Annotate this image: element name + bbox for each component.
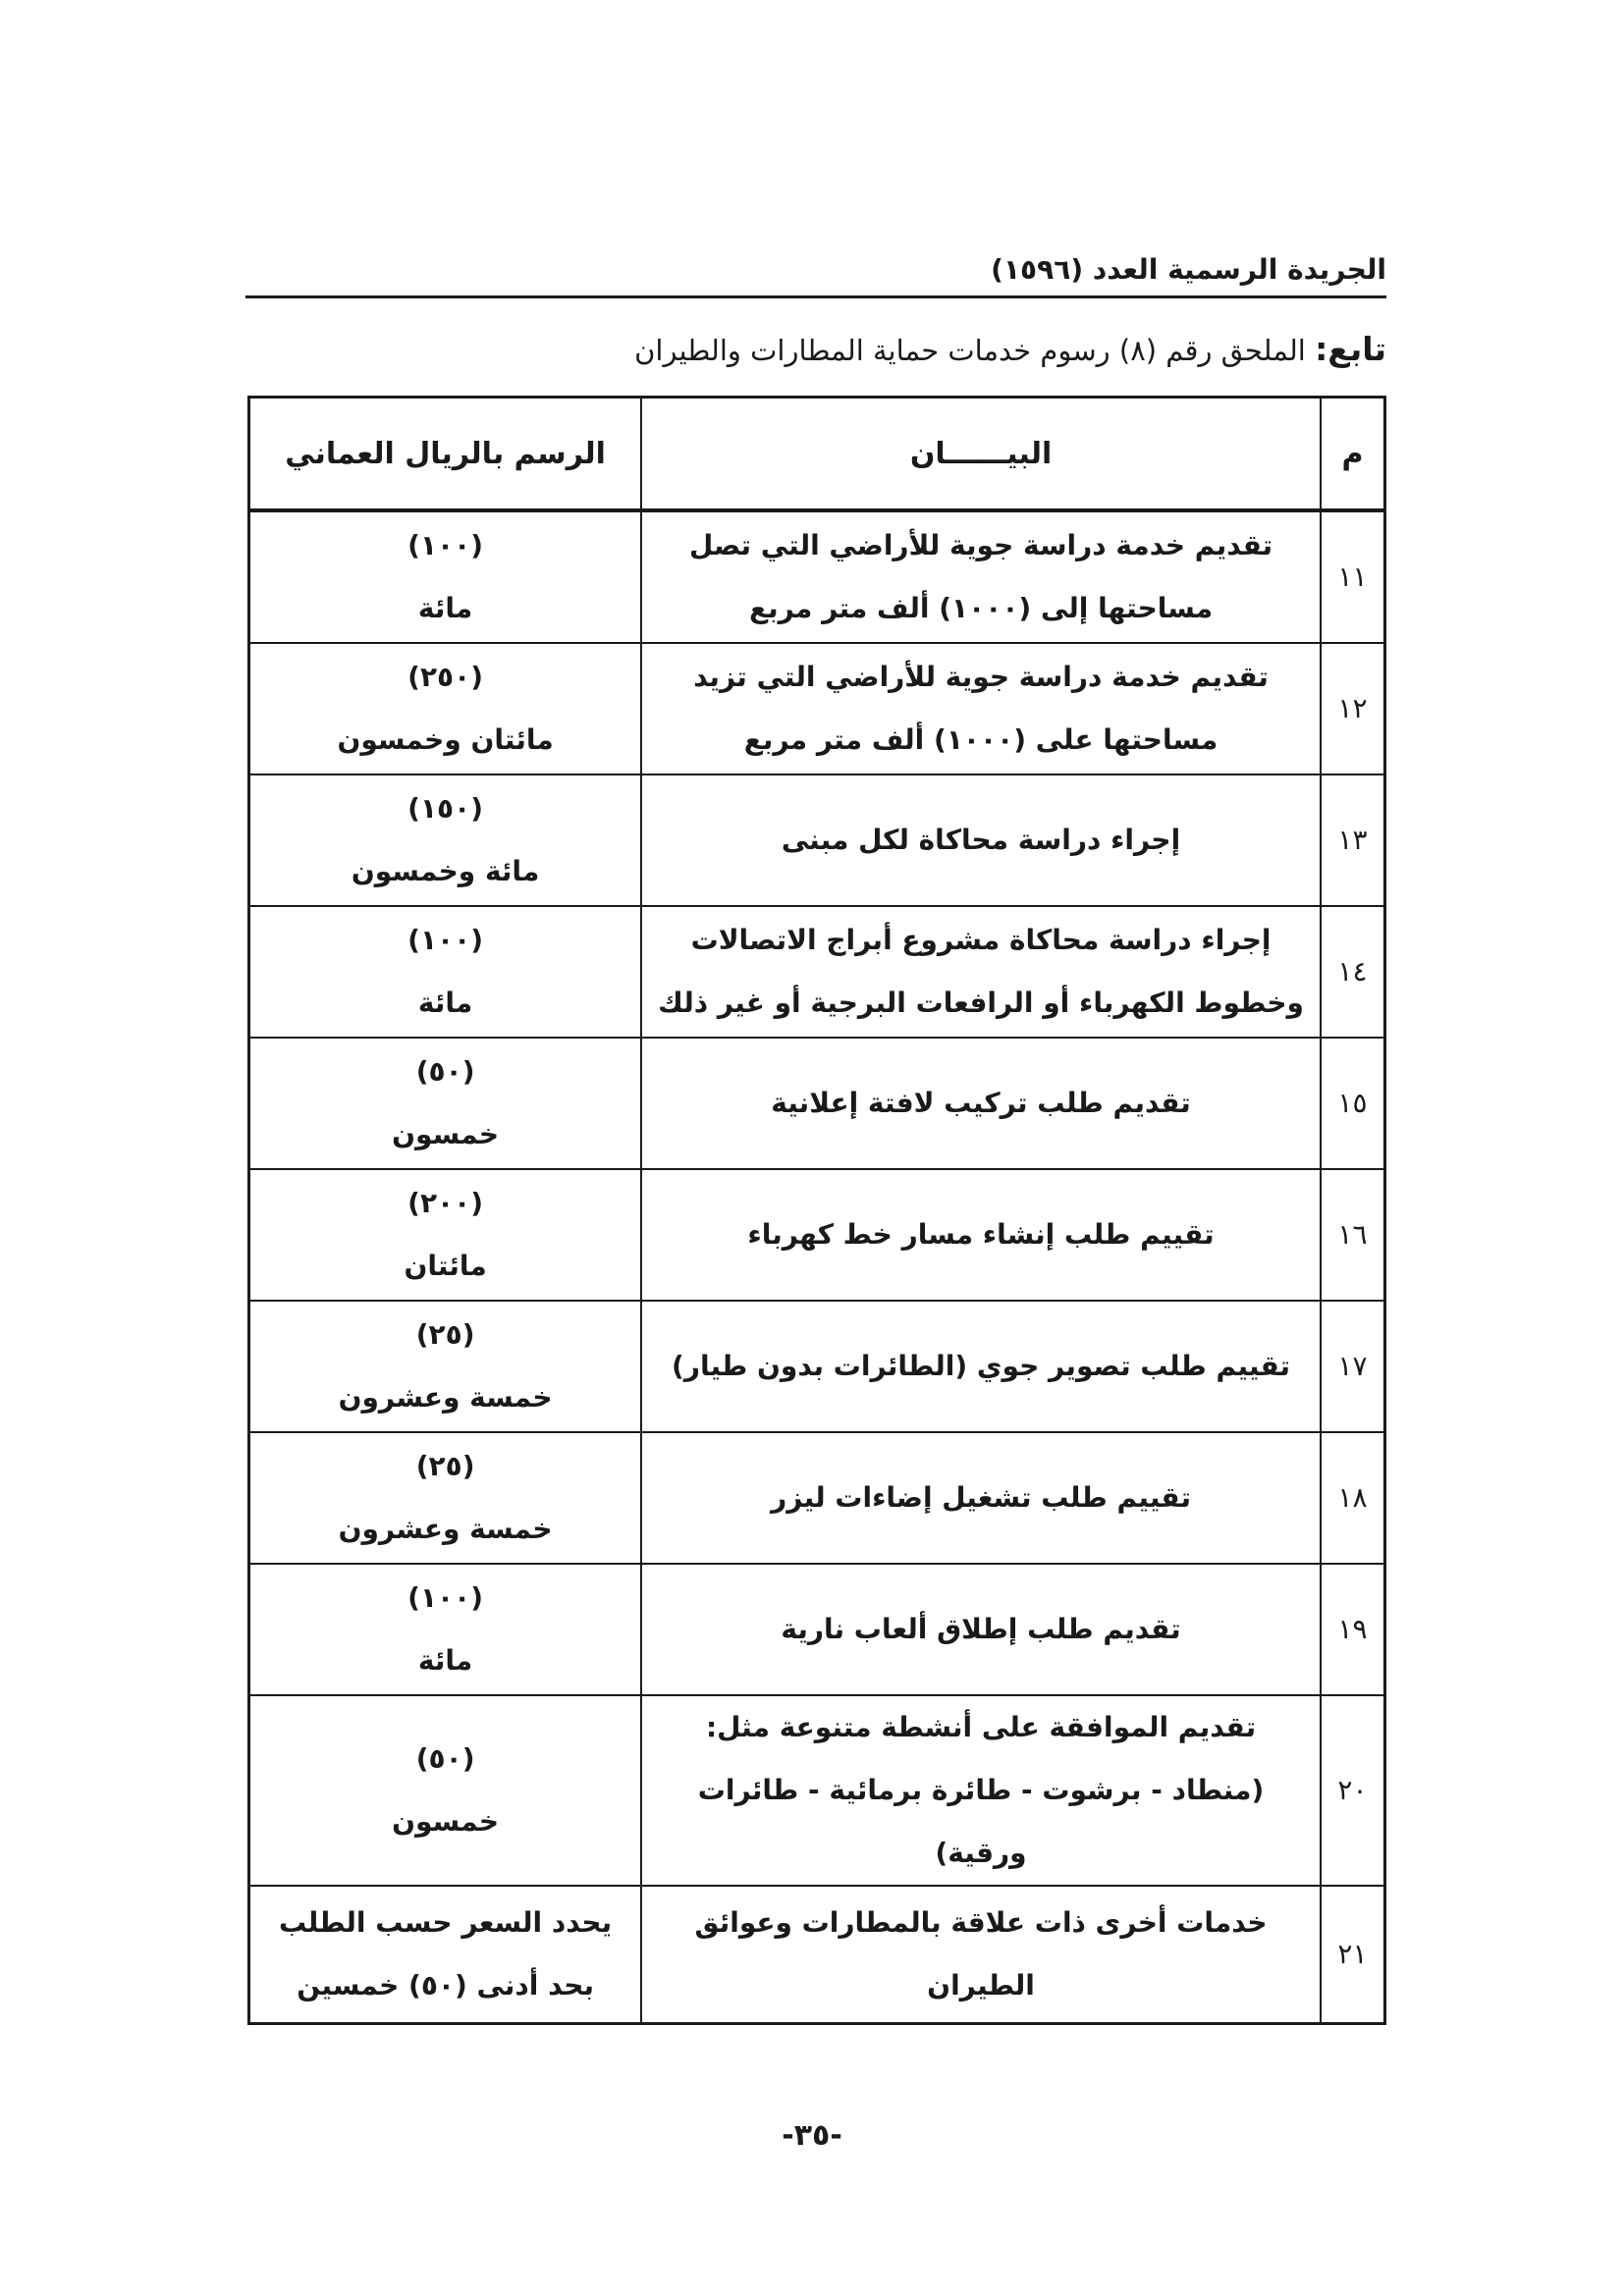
table-row: [249, 643, 1385, 774]
fee-words: مائة: [417, 987, 473, 1019]
row-number: ٢١: [1321, 1886, 1385, 2024]
fee-amount: (٢٥٠): [407, 661, 484, 693]
row-description: [641, 1432, 1321, 1564]
description-line: تقييم طلب تشغيل إضاءات ليزر: [771, 1481, 1191, 1514]
fee-amount: (١٥٠): [407, 792, 484, 825]
fee-words: مائتان: [404, 1250, 487, 1282]
fee-amount: (١٠٠): [407, 924, 484, 956]
row-fee: [249, 1695, 642, 1886]
fee-amount: (٥٠): [415, 1055, 475, 1088]
fee-amount: يحدد السعر حسب الطلب: [279, 1906, 613, 1939]
description-line: تقييم طلب إنشاء مسار خط كهرباء: [747, 1218, 1215, 1251]
description-line: تقييم طلب تصوير جوي (الطائرات بدون طيار): [672, 1350, 1291, 1382]
fee-words: خمسون: [392, 1118, 500, 1150]
row-fee: [249, 1886, 642, 2024]
row-fee: [249, 1564, 642, 1695]
row-description: [641, 774, 1321, 906]
description-line: (منطاد - برشوت - طائرة برمائية - طائرات ورقية): [697, 1774, 1265, 1869]
row-description: [641, 1564, 1321, 1695]
row-number: ١٦: [1321, 1169, 1385, 1301]
row-number: ١٩: [1321, 1564, 1385, 1695]
gazette-title: الجريدة الرسمية العدد (١٥٩٦): [991, 253, 1386, 286]
row-number: ١١: [1321, 510, 1385, 643]
description-line: تقديم طلب تركيب لافتة إعلانية: [771, 1087, 1191, 1119]
caption-text: الملحق رقم (٨) رسوم خدمات حماية المطارات والطيران: [634, 334, 1306, 367]
row-number: ١٨: [1321, 1432, 1385, 1564]
fee-amount: (١٠٠): [407, 529, 484, 561]
table-row: [249, 1886, 1385, 2024]
row-description: [641, 1169, 1321, 1301]
row-fee: [249, 774, 642, 906]
table-row: [249, 1038, 1385, 1169]
description-line: تقديم الموافقة على أنشطة متنوعة مثل:: [705, 1711, 1257, 1743]
fee-words: مائة: [417, 1644, 473, 1677]
header-fee: الرسم بالريال العماني: [249, 398, 642, 511]
description-line: مساحتها على (١٠٠٠) ألف متر مربع: [743, 723, 1218, 756]
fee-words: مائة: [417, 592, 473, 624]
fee-words: مائة وخمسون: [351, 855, 540, 887]
description-line: تقديم خدمة دراسة جوية للأراضي التي تصل: [688, 529, 1273, 561]
row-description: [641, 906, 1321, 1038]
fees-table: [247, 396, 1386, 2025]
table-row: [249, 906, 1385, 1038]
fee-words: خمسة وعشرون: [338, 1381, 553, 1414]
fee-amount: (٢٥): [415, 1318, 475, 1351]
table-row: [249, 774, 1385, 906]
description-line: إجراء دراسة محاكاة لكل مبنى: [781, 824, 1181, 856]
page-number: -٣٥-: [782, 2118, 842, 2153]
fee-amount: (٥٠): [415, 1742, 475, 1775]
table-row: [249, 1169, 1385, 1301]
fee-amount: (٢٥): [415, 1450, 475, 1482]
row-fee: [249, 906, 642, 1038]
row-description: [641, 1695, 1321, 1886]
header-description: البيــــــان: [641, 398, 1321, 511]
row-number: ١٢: [1321, 643, 1385, 774]
row-number: ٢٠: [1321, 1695, 1385, 1886]
description-line: إجراء دراسة محاكاة مشروع أبراج الاتصالات: [690, 924, 1272, 956]
row-fee: [249, 510, 642, 643]
row-number: ١٣: [1321, 774, 1385, 906]
description-line: مساحتها إلى (١٠٠٠) ألف متر مربع: [748, 592, 1214, 624]
row-description: [641, 510, 1321, 643]
row-fee: [249, 643, 642, 774]
caption-lead: تابع:: [1315, 330, 1386, 368]
row-fee: [249, 1432, 642, 1564]
row-number: ١٥: [1321, 1038, 1385, 1169]
table-row: [249, 1301, 1385, 1432]
row-description: [641, 1038, 1321, 1169]
fee-words: بحد أدنى (٥٠) خمسين: [297, 1969, 594, 2002]
row-description: [641, 643, 1321, 774]
fee-words: مائتان وخمسون: [337, 723, 554, 756]
description-line: خدمات أخرى ذات علاقة بالمطارات وعوائق الطيران: [694, 1906, 1268, 2002]
table-row: [249, 1432, 1385, 1564]
table-row: [249, 510, 1385, 643]
row-fee: [249, 1301, 642, 1432]
row-number: ١٧: [1321, 1301, 1385, 1432]
table-caption: [245, 330, 1386, 368]
fee-amount: (٢٠٠): [407, 1187, 484, 1219]
fee-words: خمسة وعشرون: [338, 1513, 553, 1545]
row-description: [641, 1886, 1321, 2024]
page-header: [245, 253, 1386, 298]
row-fee: [249, 1169, 642, 1301]
row-fee: [249, 1038, 642, 1169]
fee-words: خمسون: [392, 1805, 500, 1838]
fee-amount: (١٠٠): [407, 1581, 484, 1614]
description-line: تقديم خدمة دراسة جوية للأراضي التي تزيد: [693, 661, 1269, 693]
row-number: ١٤: [1321, 906, 1385, 1038]
description-line: وخطوط الكهرباء أو الرافعات البرجية أو غير ذلك: [658, 987, 1304, 1019]
table-row: [249, 1695, 1385, 1886]
table-row: [249, 1564, 1385, 1695]
table-header-row: [249, 398, 1385, 511]
description-line: تقديم طلب إطلاق ألعاب نارية: [781, 1613, 1181, 1645]
row-description: [641, 1301, 1321, 1432]
header-number: م: [1321, 398, 1385, 511]
